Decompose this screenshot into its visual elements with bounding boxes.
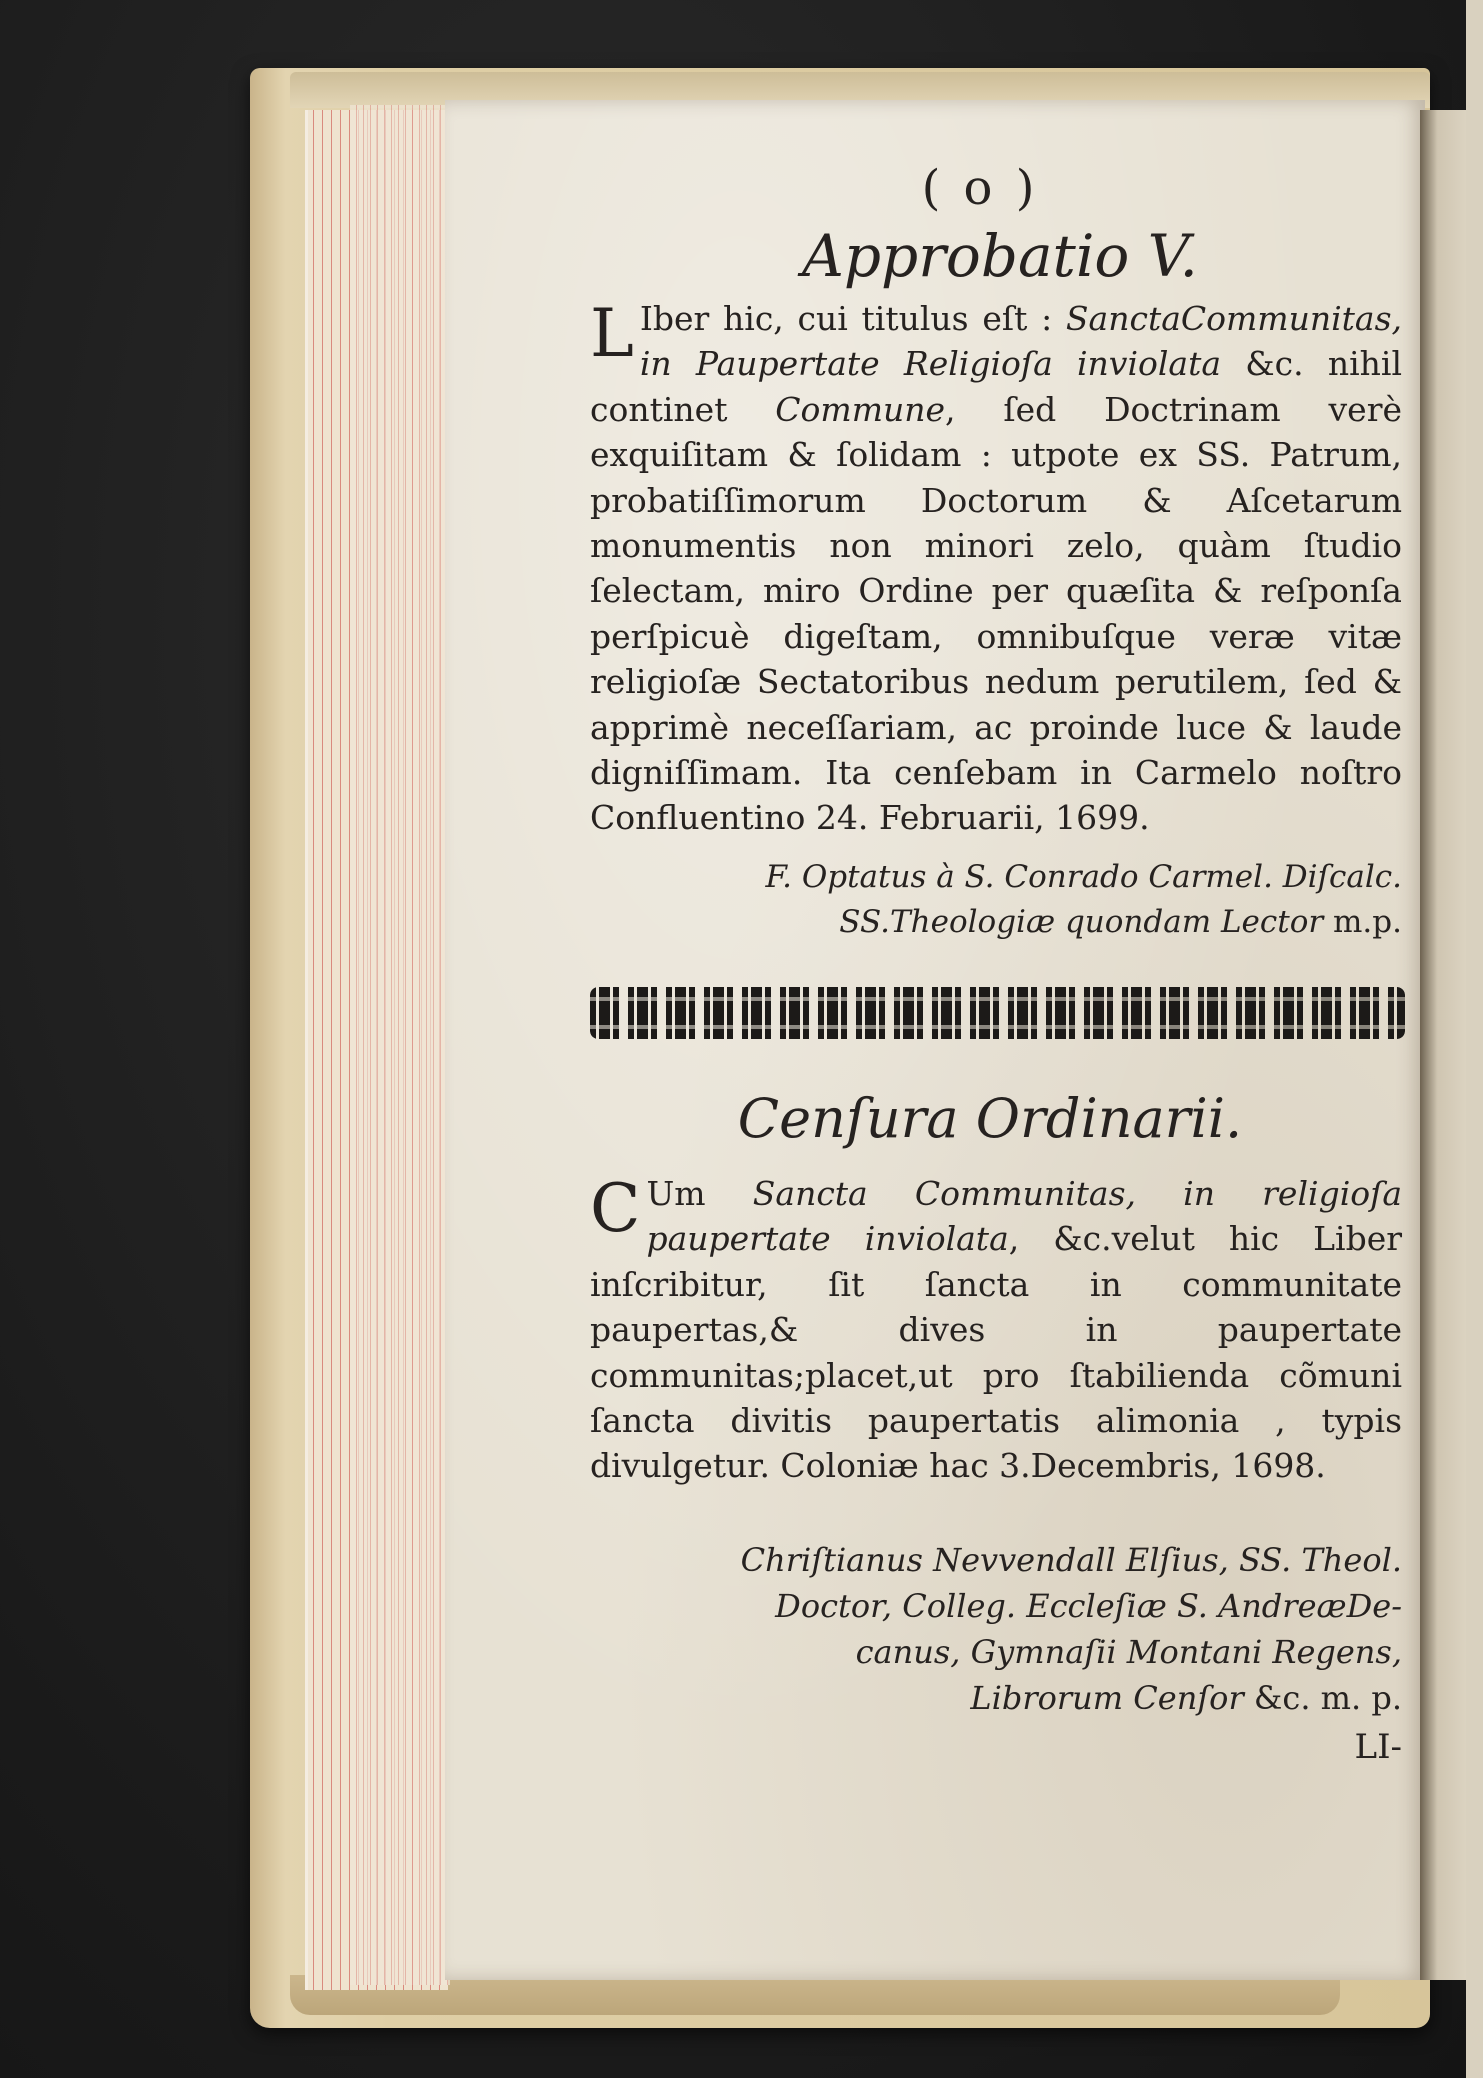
facing-page-edge [1466, 0, 1483, 2078]
page-number-mark: ( o ) [921, 160, 1039, 216]
approbatio-text-c: , ſed Doctrinam verè exquiſitam & ſolidam : utpote ex SS. Patrum, probatiſſimorum Doctorum & Aſcetarum monumentis non minori zelo, quàm ſtudio ſelectam, miro Ordine per quæſita & reſponſa perſpicuè digeſtam, omnibuſque veræ vitæ religioſæ Sectatoribus nedum perutilem, ſed & apprimè neceſſariam, ac proinde luce & laude digniſſimam. Ita cenſebam in Carmelo noſtro Confluentino 24. Februarii, 1699. [590, 389, 1402, 838]
approbatio-text-b: &c. nihil continet [590, 344, 1402, 429]
censura-heading: Cenſura Ordinarii. [737, 1086, 1243, 1150]
approbatio-signature [590, 855, 1402, 945]
commune-italic: Commune [775, 389, 946, 429]
catchword: LI- [1354, 1726, 1402, 1767]
approbatio-paragraph [590, 296, 1402, 841]
censura-sig-line-4 [590, 1675, 1402, 1721]
censura-sig-end: &c. m. p. [1243, 1678, 1402, 1717]
book-gutter [1420, 110, 1470, 1980]
book-title-italic: SanctaCommunitas, in Paupertate Religioſa inviolata [639, 299, 1402, 384]
page-content [590, 160, 1410, 1767]
signature-line-2 [590, 900, 1402, 945]
signature-line-1: F. Optatus à S. Conrado Carmel. Diſcalc. [765, 858, 1402, 895]
censura-text-a: Um [646, 1173, 753, 1213]
censura-signature [590, 1537, 1402, 1721]
approbatio-heading: Approbatio V. [802, 222, 1198, 290]
censura-sig-line-3: canus, Gymnaſii Montani Regens, [855, 1632, 1402, 1671]
dropcap-l: L [590, 295, 634, 372]
decorative-ornament-band [590, 987, 1405, 1039]
censura-sig-censor: Librorum Cenſor [970, 1678, 1244, 1717]
censura-title-italic: Sancta Communitas, in religioſa paupertate inviolata [646, 1173, 1403, 1259]
censura-text-b: , &c.velut hic Liber inſcribitur, ſit ſancta in communitate paupertas,& dives in paupertate communitas;placet,ut pro ſtabilienda cõmuni ſancta divitis paupertatis alimonia , typis divulgetur. Coloniæ hac 3.Decembris, 1698. [590, 1219, 1403, 1486]
dropcap-c: C [590, 1169, 641, 1247]
censura-sig-line-1: Chriſtianus Nevvendall Elſius, SS. Theol. [740, 1540, 1402, 1579]
signature-mp: m.p. [1323, 903, 1402, 940]
signature-lector: SS.Theologiæ quondam Lector [839, 903, 1324, 940]
approbatio-text-a: Iber hic, cui titulus eſt : [639, 299, 1066, 338]
censura-paragraph [590, 1171, 1402, 1489]
page-edges-inner [350, 105, 450, 1985]
censura-sig-line-2: Doctor, Colleg. Eccleſiæ S. AndreæDe- [775, 1586, 1402, 1625]
